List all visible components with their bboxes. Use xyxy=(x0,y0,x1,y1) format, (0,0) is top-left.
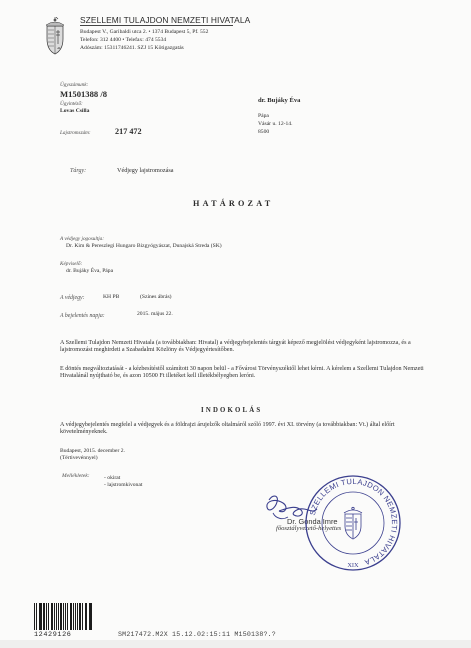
filing-date: 2015. május 22. xyxy=(137,311,173,317)
barcode-number: 12429126 xyxy=(34,631,72,639)
barcode-bar xyxy=(39,603,41,630)
print-line: SM217472.M2X 15.12.02:15:11 M150138?.? xyxy=(118,631,276,638)
barcode xyxy=(34,603,108,630)
barcode-bar xyxy=(56,603,57,630)
barcode-bar xyxy=(46,603,47,630)
delivery-method: (Tértivevénnyel) xyxy=(60,455,98,461)
recipient-zip: 8500 xyxy=(258,129,270,135)
trademark-type: (Színes ábrás) xyxy=(140,294,172,300)
barcode-bar xyxy=(67,603,68,630)
document-title: HATÁROZAT xyxy=(193,199,274,208)
decision-paragraph-1: A Szellemi Tulajdon Nemzeti Hivatala (a továbbiakban: Hivatal) a védjegybejelentés tárgyát képező megjelölést védjegyként lajstromozza, és a lajstromozást meghirdeti a Szabadalmi Közlöny és Védjegyértesítőben. xyxy=(60,340,411,354)
representative: dr. Bujáky Éva, Pápa xyxy=(66,268,114,274)
barcode-bar xyxy=(79,603,81,630)
barcode-bar xyxy=(75,603,76,630)
org-phone: Telefon: 312 4400 • Telefax: 474 5534 xyxy=(80,37,167,43)
seal-text: SZELLEMI TULAJDON NEMZETI HIVATALA xyxy=(307,476,400,568)
barcode-bar xyxy=(54,603,55,630)
barcode-bar xyxy=(70,603,72,630)
barcode-bar xyxy=(90,603,92,630)
barcode-bar xyxy=(41,603,42,630)
barcode-bar xyxy=(82,603,83,630)
barcode-bar xyxy=(51,603,53,630)
attachment-item-2-text: lajstromkivonat xyxy=(107,482,143,488)
barcode-bar xyxy=(34,603,35,630)
barcode-bar xyxy=(36,603,37,630)
trademark: KH PB xyxy=(103,294,120,300)
case-number: M1501388 /8 xyxy=(60,89,108,99)
attachment-item-1: - okirat xyxy=(104,475,121,481)
administrator: Lovas Csilla xyxy=(60,108,90,114)
barcode-bar xyxy=(60,603,62,630)
seal-roman: XIX xyxy=(347,562,359,569)
holder: Dr. Kim & Pereszlegi Hungaro Bizgyógyászat, Dunajská Streda (SK) xyxy=(66,243,222,249)
administrator-label: Ügyintéző: xyxy=(60,101,83,107)
barcode-bar xyxy=(73,603,74,630)
representative-label: Képviselő: xyxy=(60,261,83,267)
register-number-label: Lajstromszám: xyxy=(60,130,91,136)
subject-label: Tárgy: xyxy=(70,168,87,174)
org-name: SZELLEMI TULAJDON NEMZETI HIVATALA xyxy=(80,15,251,25)
barcode-bar xyxy=(86,603,87,630)
recipient-city: Pápa xyxy=(258,113,269,119)
scan-bottom-edge xyxy=(0,640,471,648)
barcode-bar xyxy=(63,603,64,630)
header-rule xyxy=(80,25,233,26)
attachment-item-2: - lajstromkivonat xyxy=(104,482,143,488)
subject-text: Védjegy lajstromozása xyxy=(117,167,174,174)
recipient-name: dr. Bujáky Éva xyxy=(258,97,301,104)
signatory-title: főosztályvezető-helyettes xyxy=(276,525,342,532)
register-number: 217 472 xyxy=(115,127,142,136)
official-seal xyxy=(303,473,403,573)
decision-paragraph-2: E döntés megváltoztatását - a kézbesítéstől számított 30 napon belül - a Fővárosi Törvényszéktől lehet kérni. A kérelem a Szellemi Tulajdon Nemzeti Hivatalánál nyújtható be, és azon 10500 Ft illetéket kell illetékbélyegben leróni. xyxy=(60,366,424,380)
signatory-name: Dr. Gonda Imre xyxy=(287,517,338,526)
reasons-paragraph: A védjegybejelentés megfelel a védjegyek és a földrajzi árujelzők oltalmáról szóló 1997. évi XI. törvény (a továbbiakban: Vt.) által előírt követelményeknek. xyxy=(60,422,395,436)
recipient-street: Vásár u. 12-14. xyxy=(258,121,293,127)
issue-date: Budapest, 2015. december 2. xyxy=(60,448,125,454)
org-address: Budapest V., Garibaldi utca 2. • 1374 Budapest 5, Pf. 552 xyxy=(80,29,209,35)
filing-date-label: A bejelentés napja: xyxy=(60,313,105,319)
coat-of-arms-icon xyxy=(42,17,68,57)
trademark-label: A védjegy: xyxy=(60,295,85,301)
attachments-label: Mellékletek: xyxy=(62,473,90,479)
reasons-title: INDOKOLÁS xyxy=(201,407,263,414)
seal-coat-icon xyxy=(344,507,362,539)
attachment-item-1-text: okirat xyxy=(107,475,121,481)
org-tax-id: Adószám: 15311746241. SZJ 15 Kötigazgatás xyxy=(80,45,184,51)
holder-label: A védjegy jogosultja: xyxy=(60,236,104,242)
barcode-bar xyxy=(48,603,49,630)
case-number-label: Ügyszámunk: xyxy=(60,82,89,88)
